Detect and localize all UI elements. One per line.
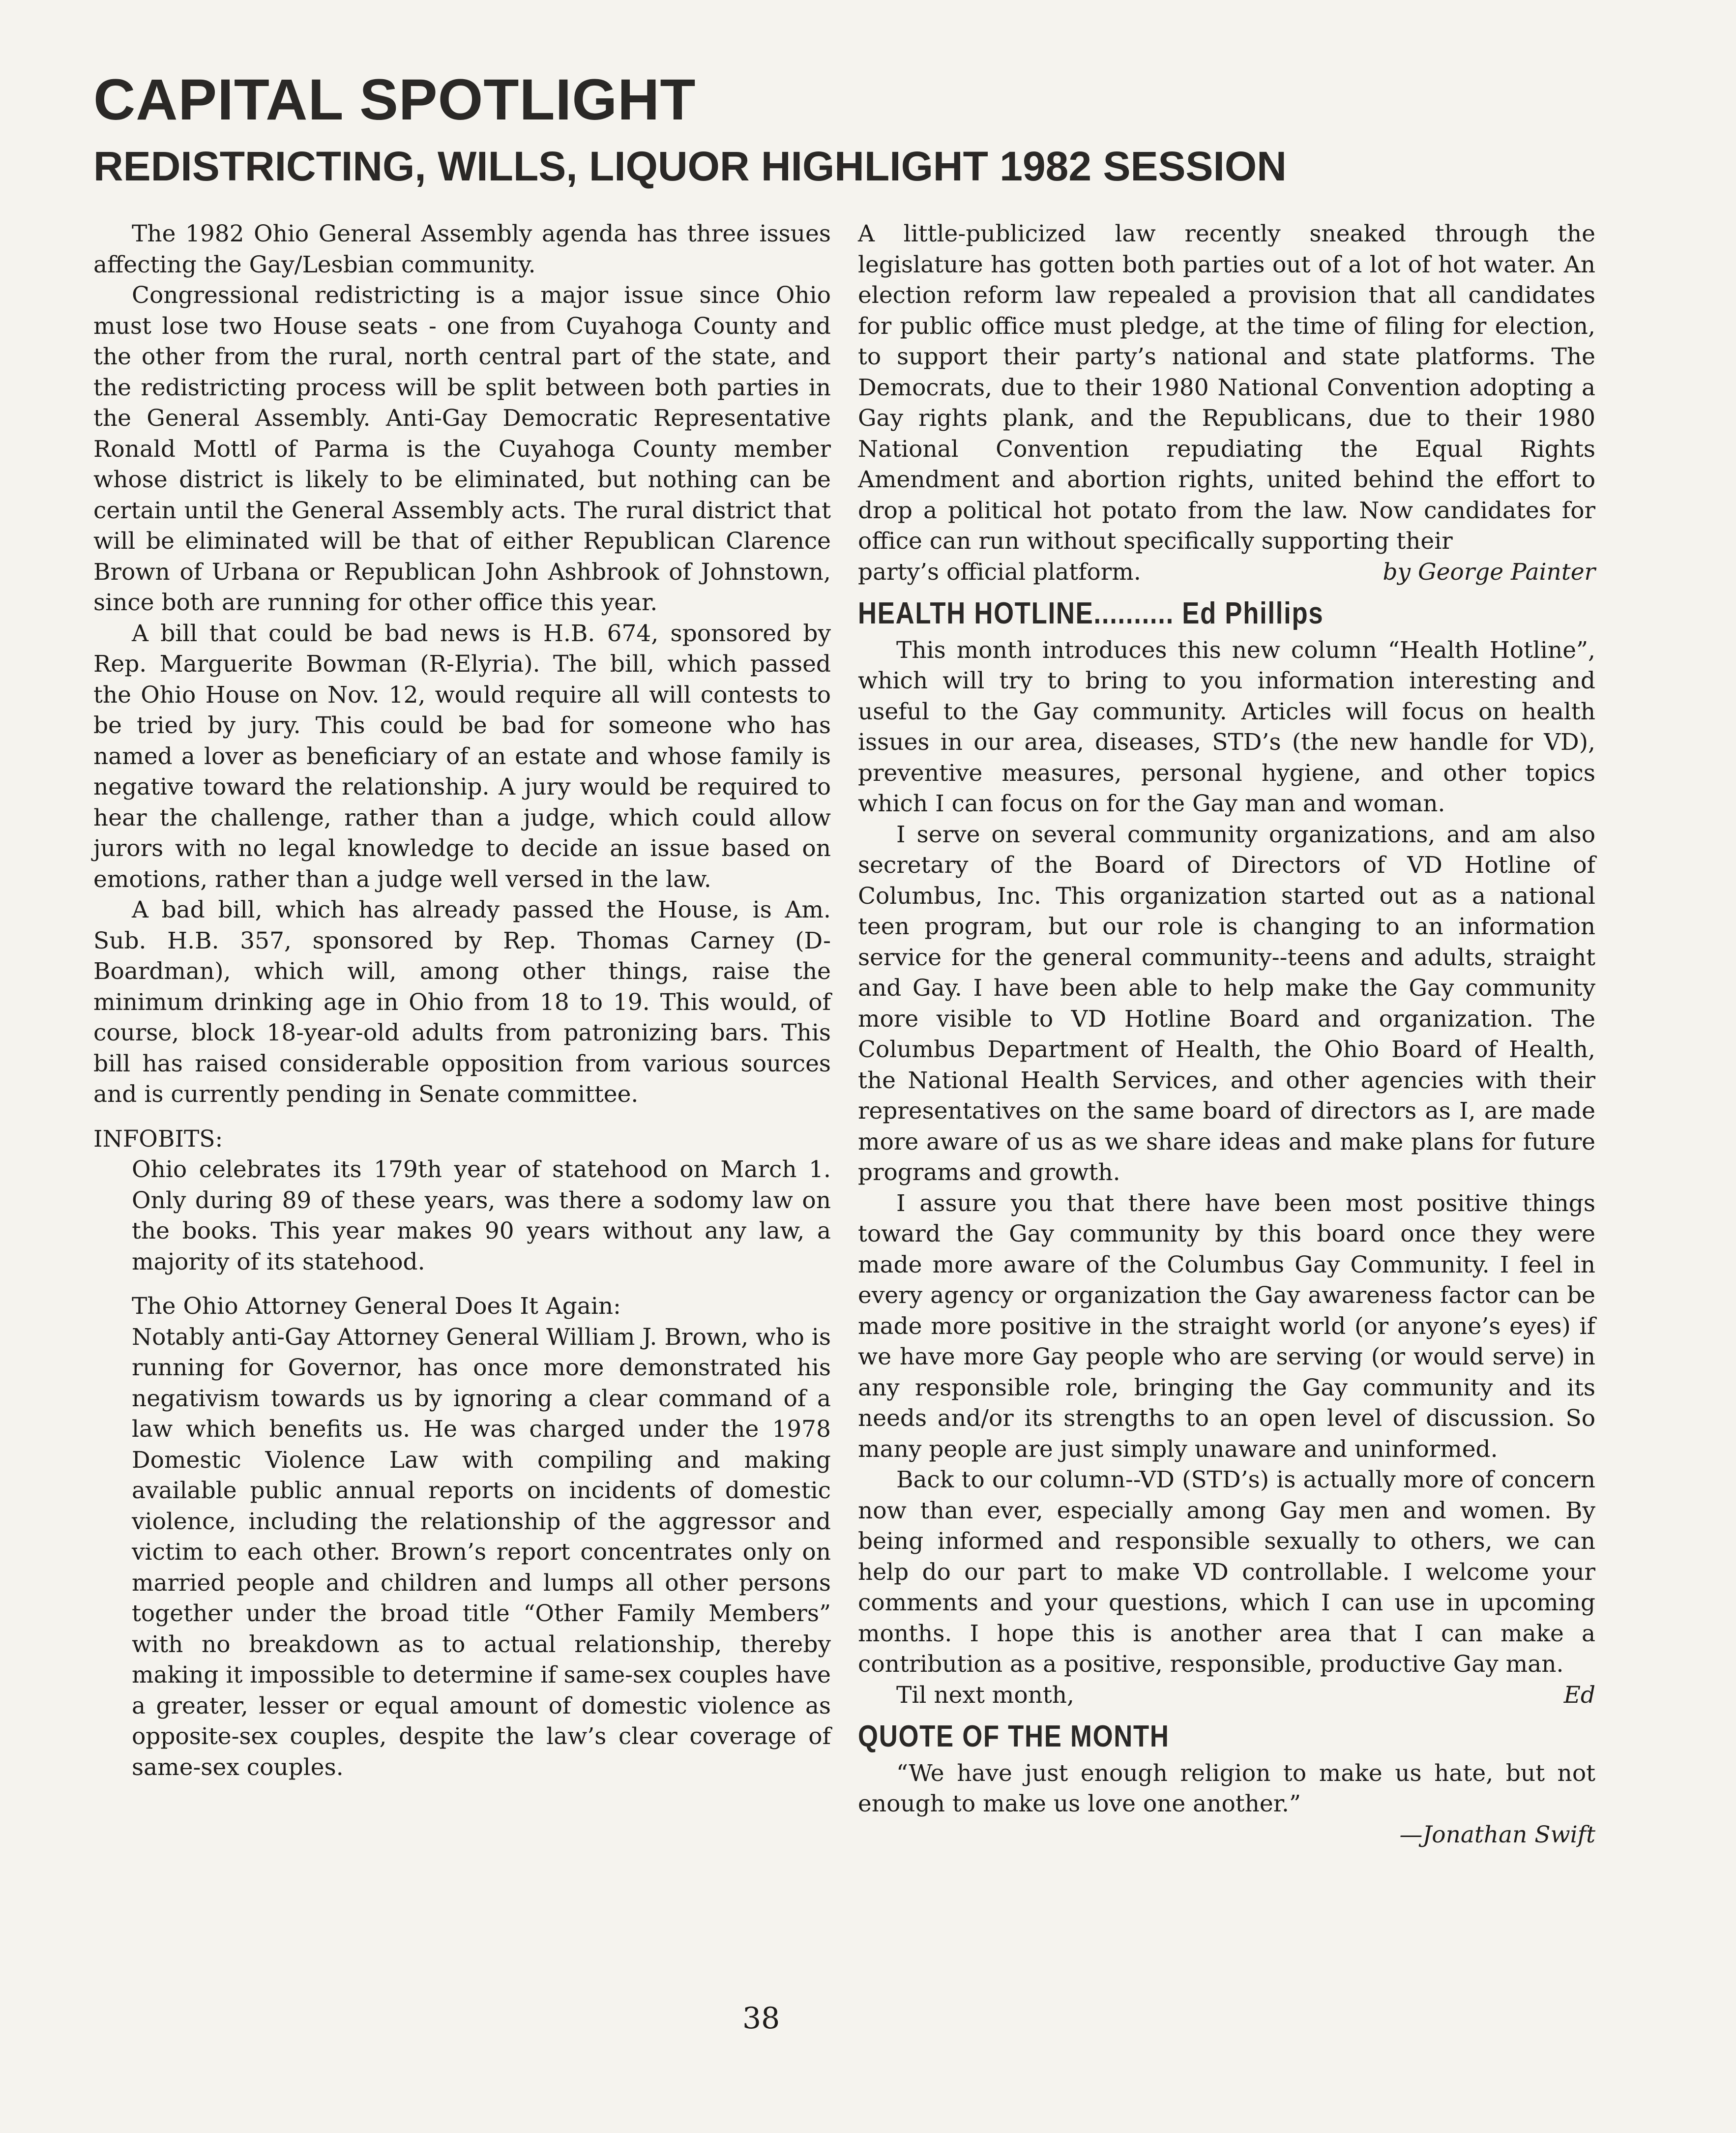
infobits-block [93, 1155, 831, 1783]
infobit: Ohio celebrates its 179th year of statehood on March 1. Only during 89 of these years, was there a sodomy law on the books. This year makes 90 years without any law, a majority of its statehood. [132, 1156, 831, 1275]
health-hotline-heading: HEALTH HOTLINE.......... Ed Phillips [858, 596, 1324, 630]
page-title: CAPITAL SPOTLIGHT [93, 67, 696, 132]
paragraph: A bill that could be bad news is H.B. 674, sponsored by Rep. Marguerite Bowman (R-Elyria). The bill, which passed the Ohio House on Nov. 12, would require all will contests to be tried by jury. This could be bad for someone who has named a lover as beneficiary of an estate and whose family is negative toward the relationship. A jury would be required to hear the challenge, rather than a judge, which could allow jurors with no legal knowledge to decide an issue based on emotions, rather than a judge well versed in the law. [93, 620, 831, 893]
infobit-title: The Ohio Attorney General Does It Again: [132, 1293, 621, 1320]
paragraph: Congressional redistricting is a major issue since Ohio must lose two House seats - one from Cuyahoga County and the other from the rural, north central part of the state, and the redistricting process will be split between both parties in the General Assembly. Anti-Gay Democratic Representative Ronald Mottl of Parma is the Cuyahoga County member whose district is likely to be eliminated, but nothing can be certain until the General Assembly acts. The rural district that will be eliminated will be that of either Republican Clarence Brown of Urbana or Republican John Ashbrook of Johnstown, since both are running for other office this year. [93, 282, 831, 616]
signoff-row [858, 1680, 1595, 1711]
paragraph: A little-publicized law recently sneaked through the legislature has gotten both parties out of a lot of hot water. An election reform law repealed a provision that all candidates for public office must pledge, at the time of filing for election, to support their party’s national and state platforms. The Democrats, due to their 1980 National Convention adopting a Gay rights plank, and the Republicans, due to their 1980 National Convention repudiating the Equal Rights Amendment and abortion rights, united behind the effort to drop a political hot potato from the law. Now candidates for office can run without specifically supporting their [858, 220, 1595, 555]
paragraph: The 1982 Ohio General Assembly agenda has three issues affecting the Gay/Lesbian community. [93, 220, 831, 278]
paragraph: A bad bill, which has already passed the House, is Am. Sub. H.B. 357, sponsored by Rep. Thomas Carney (D-Boardman), which will, among other things, raise the minimum drinking age in Ohio from 18 to 19. This would, of course, block 18-year-old adults from patronizing bars. This bill has raised considerable opposition from various sources and is currently pending in Senate committee. [93, 896, 831, 1108]
left-column [93, 219, 831, 1783]
paragraph-end: party’s official platform. [858, 558, 1141, 586]
paragraph: I serve on several community organizations, and am also secretary of the Board of Directors of VD Hotline of Columbus, Inc. This organization started out as a national teen program, but our role is changing to an information service for the general community--teens and adults, straight and Gay. I have been able to help make the Gay community more visible to VD Hotline Board and organization. The Columbus Department of Health, the Ohio Board of Health, the National Health Services, and other agencies with their representatives on the same board of directors as I, are made more aware of us as we share ideas and make plans for future programs and growth. [858, 821, 1595, 1186]
byline-row [858, 557, 1595, 588]
quote-author: —Jonathan Swift [1399, 1821, 1595, 1848]
right-column [858, 219, 1595, 1850]
signoff-name: Ed [1563, 1681, 1595, 1709]
infobits-label: INFOBITS: [93, 1125, 223, 1153]
quote-text: “We have just enough religion to make us hate, but not enough to make us love one another.” [858, 1759, 1595, 1817]
byline: by George Painter [1383, 558, 1595, 586]
paragraph: I assure you that there have been most positive things toward the Gay community by this board once they were made more aware of the Columbus Gay Community. I feel in every agency or organization the Gay awareness factor can be made more positive in the straight world (or anyone’s eyes) if we have more Gay people who are serving (or would serve) in any responsible role, bringing the Gay community and its needs and/or its strengths to an open level of discussion. So many people are just simply unaware and uninformed. [858, 1189, 1595, 1463]
paragraph: This month introduces this new column “Health Hotline”, which will try to bring to you information interesting and useful to the Gay community. Articles will focus on health issues in our area, diseases, STD’s (the new handle for VD), preventive measures, personal hygiene, and other topics which I can focus on for the Gay man and woman. [858, 636, 1595, 817]
article-subtitle: REDISTRICTING, WILLS, LIQUOR HIGHLIGHT 1982 SESSION [93, 143, 1287, 189]
paragraph: Back to our column--VD (STD’s) is actually more of concern now than ever, especially among Gay men and women. By being informed and responsible sexually to others, we can help do our part to make VD controllable. I welcome your comments and your questions, which I can use in upcoming months. I hope this is another area that I can make a contribution as a positive, responsible, productive Gay man. [858, 1466, 1595, 1678]
infobit: Notably anti-Gay Attorney General William J. Brown, who is running for Governor, has once more demonstrated his negativism towards us by ignoring a clear command of a law which benefits us. He was charged under the 1978 Domestic Violence Law with compiling and making available public annual reports on incidents of domestic violence, including the relationship of the aggressor and victim to each other. Brown’s report concentrates only on married people and children and lumps all other persons together under the broad title “Other Family Members” with no breakdown as to actual relationship, thereby making it impossible to determine if same-sex couples have a greater, lesser or equal amount of domestic violence as opposite-sex couples, despite the law’s clear coverage of same-sex couples. [132, 1323, 831, 1781]
quote-heading: QUOTE OF THE MONTH [858, 1719, 1170, 1753]
signoff: Til next month, [896, 1681, 1075, 1709]
page-number: 38 [742, 2001, 780, 2036]
